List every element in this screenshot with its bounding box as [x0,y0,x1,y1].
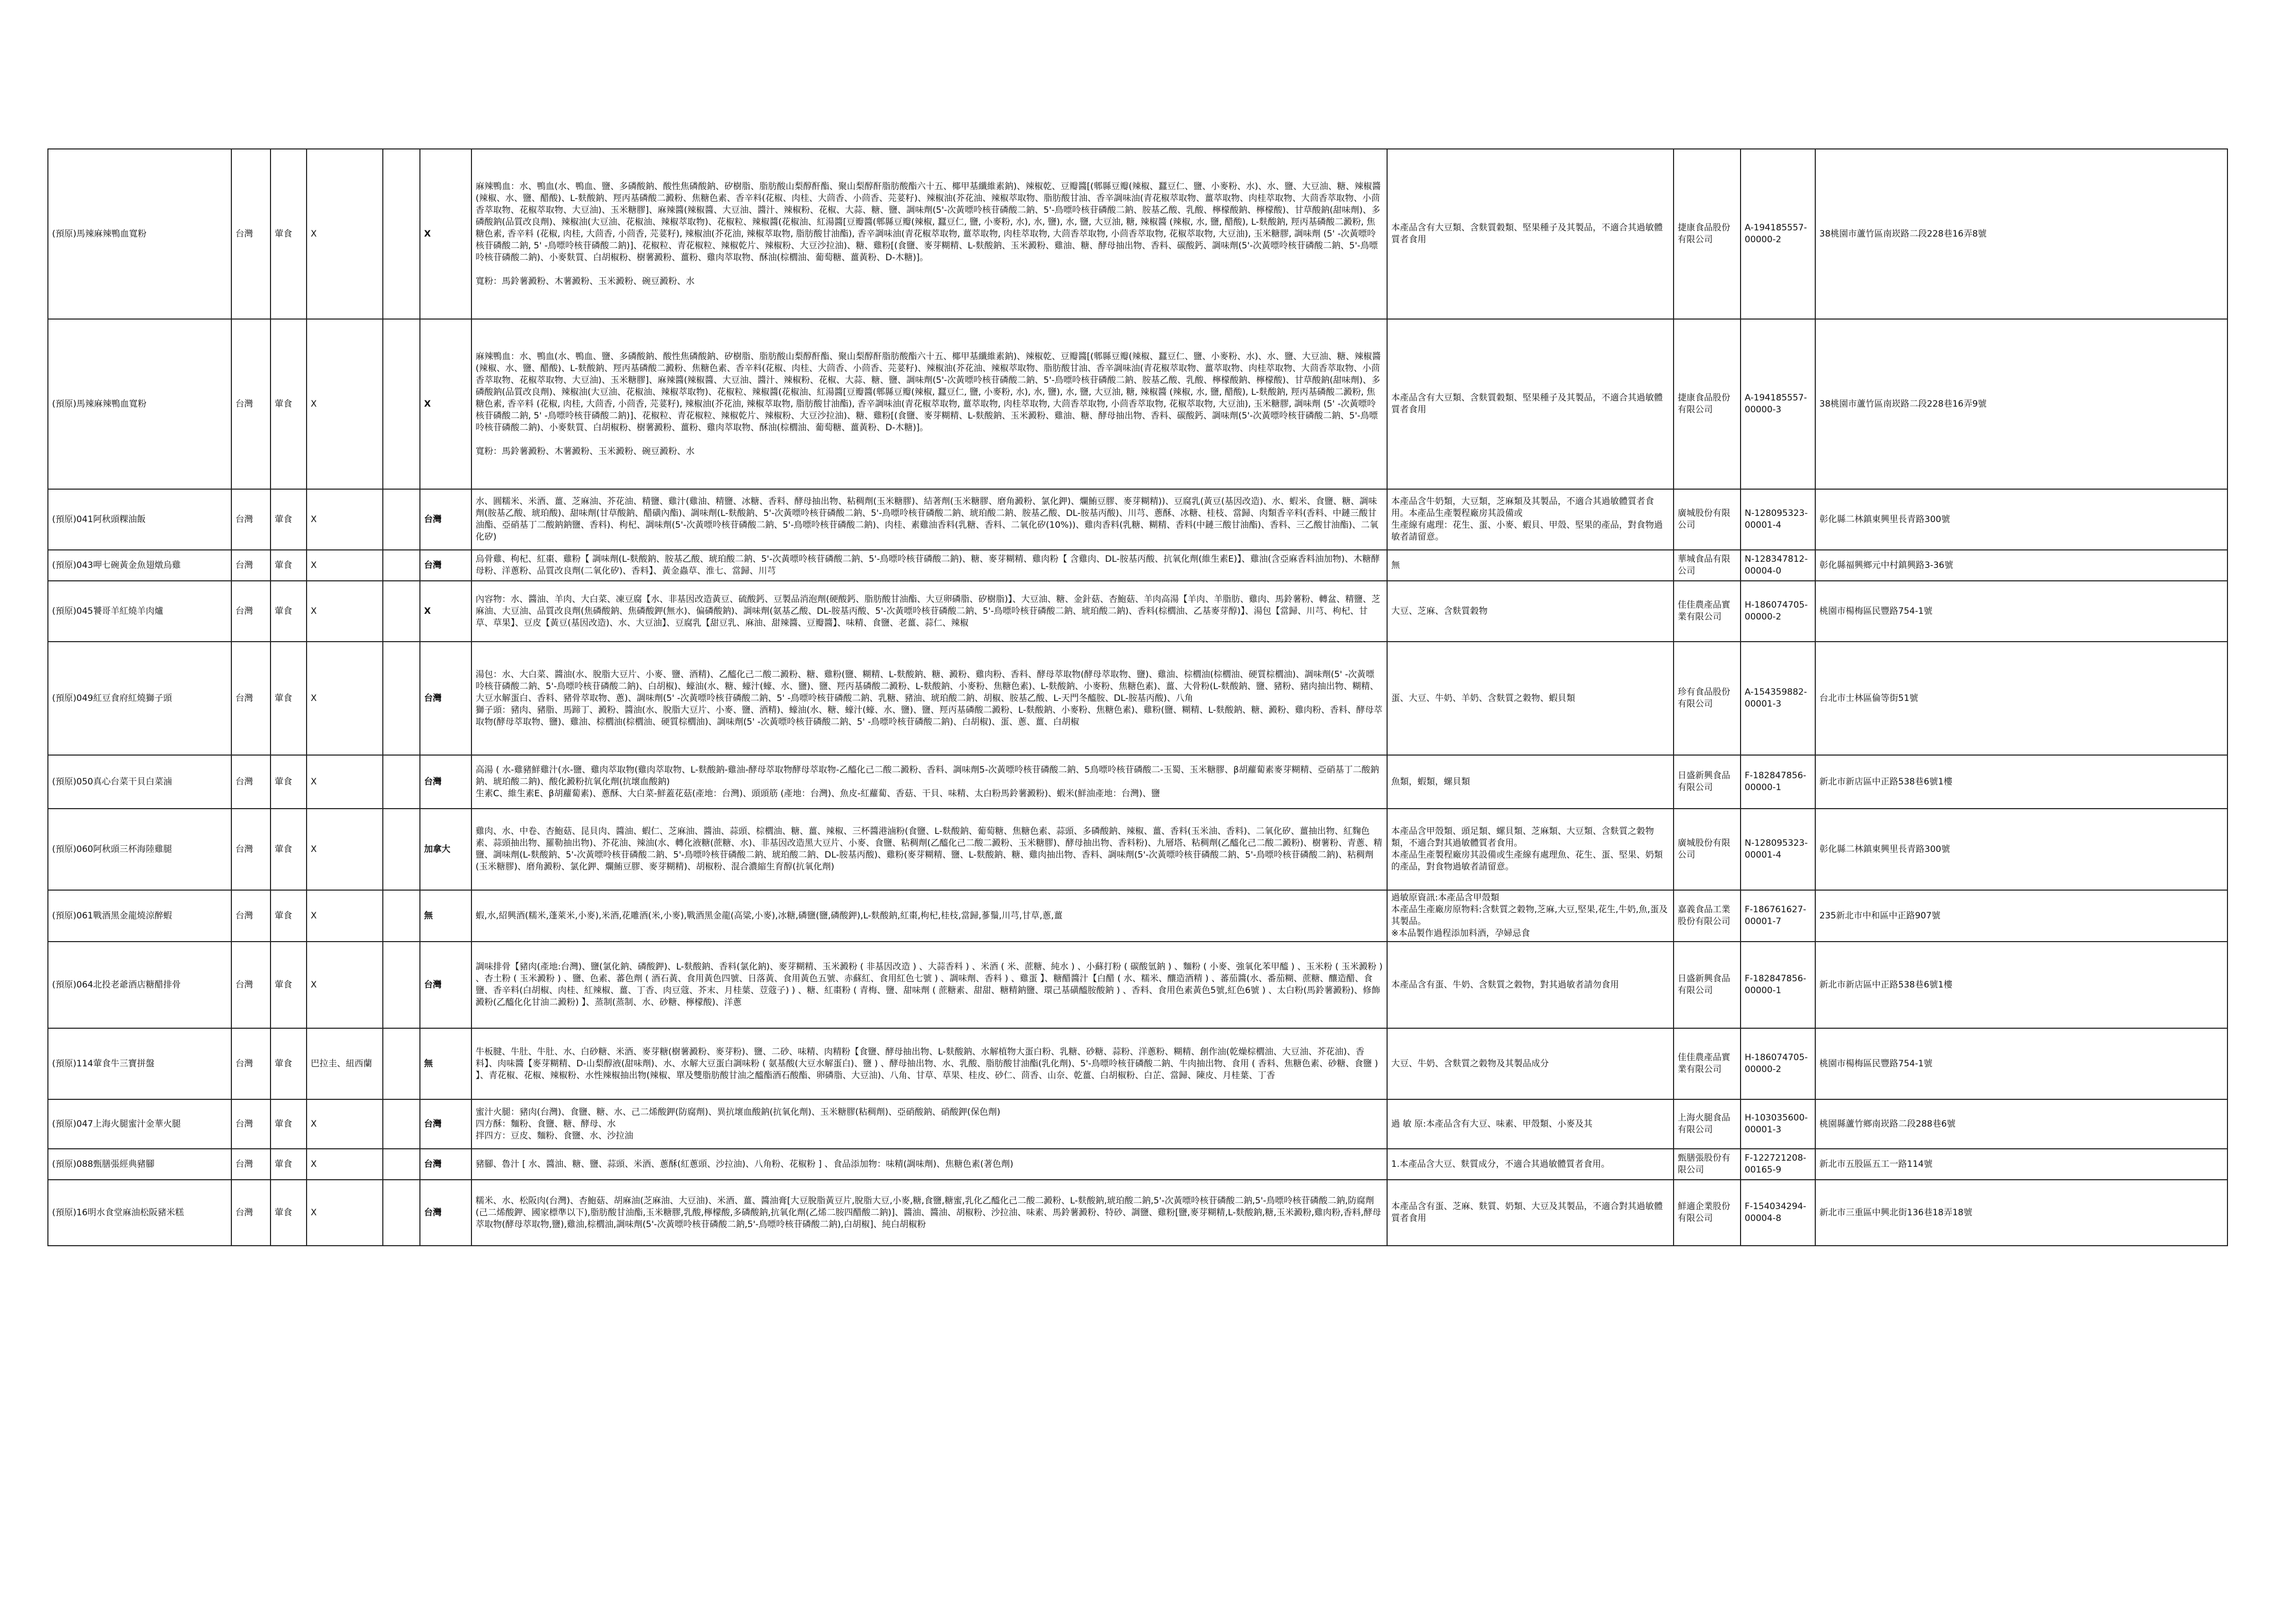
address-cell: 新北市五股區五工一路114號 [1815,1149,2227,1180]
category-cell: 葷食 [271,1099,307,1149]
product-name-cell: (預原)041阿秋頭粿油飯 [48,489,231,550]
mark-cell-2 [383,755,420,809]
product-name-cell: (預原)088甄膳張經典豬腳 [48,1149,231,1180]
allergen-cell: 1.本產品含大豆、麩質成分，不適合其過敏體質者食用。 [1387,1149,1674,1180]
allergen-cell: 本產品含有蛋、芝麻、麩質、奶類、大豆及其製品，不適合對其過敏體質者食用 [1387,1180,1674,1246]
allergen-cell: 無 [1387,550,1674,581]
allergen-cell: 本產品含甲殼類、頭足類、螺貝類、芝麻類、大豆類、含麩質之穀物類，不適合對其過敏體質者食用。 本產品生產製程廠房其設備或生產線有處理魚、花生、蛋、堅果、奶類的產品，對食物過敏者請留意。 [1387,809,1674,890]
company-cell: 廣城股份有限公司 [1674,809,1741,890]
category-cell: 葷食 [271,942,307,1028]
product-table [47,148,2228,1246]
country-cell: 台灣 [231,319,271,489]
table-row [48,319,2227,489]
mark-cell-1: X [307,809,383,890]
table-row [48,755,2227,809]
license-cell: F-154034294-00004-8 [1741,1180,1815,1246]
license-cell: A-194185557-00000-2 [1741,149,1815,319]
address-cell: 38桃園市蘆竹區南崁路二段228巷16弄8號 [1815,149,2227,319]
company-cell: 捷康食品股份有限公司 [1674,319,1741,489]
license-cell: N-128095323-00001-4 [1741,809,1815,890]
license-cell: H-103035600-00001-3 [1741,1099,1815,1149]
allergen-cell: 大豆、芝麻、含麩質穀物 [1387,581,1674,642]
product-name-cell: (預原)16明水食堂麻油松阪豬米糕 [48,1180,231,1246]
table-row [48,581,2227,642]
ingredients-cell: 麻辣鴨血：水、鴨血(水、鴨血、鹽、多磷酸鈉、酸性焦磷酸鈉、矽樹脂、脂肪酸山梨醇酐酯、聚山梨醇酐脂肪酸酯六十五、椰甲基纖維素鈉)、辣椒乾、豆瓣醬[(郫縣豆瓣(辣椒、蠶豆仁、鹽、小麥粉、水)、水、鹽、大豆油、糖、辣椒醬(辣椒、水、鹽、醋酸)、L-麩酸鈉、羥丙基磷酸二澱粉、焦糖色素、香辛料(花椒、肉桂、大茴香、小茴香、芫荽籽)、辣椒油(芥花油、辣椒萃取物、脂肪酸甘油、香辛調味油(青花椒萃取物、薑萃取物、肉桂萃取物、大茴香萃取物、小茴香萃取物、花椒萃取物、大豆油)、玉米糖膠]、麻辣醬(辣椒醬、大豆油、醬汁、辣椒粉、花椒、大蒜、糖、鹽、調味劑(5'-次黃嘌呤核苷磷酸二鈉、5'-鳥嘌呤核苷磷酸二鈉、胺基乙酸、乳酸、檸檬酸鈉、檸檬酸)、甘草酸鈉(甜味劑)、多磷酸鈉(品質改良劑)、辣椒油(大豆油、花椒油、辣椒萃取物)、花椒粒、辣椒醬(花椒油、紅湯醬[豆瓣醬(郫縣豆瓣(辣椒, 蠶豆仁, 鹽, 小麥粉, 水), 水, 鹽), 水, 鹽, 大豆油, 糖, 辣椒醬 (辣椒, 水, 鹽, 醋酸), L-麩酸鈉, 羥丙基磷酸二澱粉, 焦糖色素, 香辛料 (花椒, 肉桂, 大茴香, 小茴香, 芫荽籽), 辣椒油(芥花油, 辣椒萃取物, 脂肪酸甘油酯), 香辛調味油(青花椒萃取物, 薑萃取物, 肉桂萃取物, 大茴香萃取物, 小茴香萃取物, 花椒萃取物, 大豆油), 玉米糖膠, 調味劑 (5' -次黃嘌呤核苷磷酸二鈉, 5' -鳥嘌呤核苷磷酸二鈉)]、花椒粒、青花椒粒、辣椒乾片、辣椒粉、大豆沙拉油)、糖、雞粉[(食鹽、麥芽糊精、L-麩酸鈉、玉米澱粉、雞油、糖、酵母抽出物、香料、碳酸鈣、調味劑(5'-次黃嘌呤核苷磷酸二鈉、5'-鳥嘌呤核苷磷酸二鈉)、小麥麩質、白胡椒粉、樹薯澱粉、薑粉、雞肉萃取物、酥油(棕櫚油、葡萄糖、薑黃粉、D-木糖)]。 寬粉：馬鈴薯澱粉、木薯澱粉、玉米澱粉、碗豆澱粉、水 [471,319,1387,489]
company-cell: 日盛新興食品有限公司 [1674,755,1741,809]
mark-cell-2 [383,942,420,1028]
mark-cell-1: X [307,942,383,1028]
product-name-cell: (預原)064北投老爺酒店糖醋排骨 [48,942,231,1028]
category-cell: 葷食 [271,550,307,581]
table-row [48,149,2227,319]
ingredients-cell: 內容物：水、醬油、羊肉、大白菜、凍豆腐【水、非基因改造黃豆、硫酸鈣、豆製品消泡劑(硬酸鈣、脂肪酸甘油酯、大豆卵磷脂、矽樹脂)】、大豆油、糖、金針菇、杏鮑菇、羊肉高湯【羊肉、羊脂肪、雞肉、馬鈴薯粉、轉盆、精鹽、芝麻油、大豆油、品質改良劑(焦磷酸鈉、焦磷酸鉀(無水)、偏磷酸鈉)、調味劑(氨基乙酸、DL-胺基丙酸、5'-次黃嘌呤核苷磷酸二鈉、5'-鳥嘌呤核苷磷酸二鈉、琥珀酸二鈉)、香料(棕櫚油、乙基麥芽醇)】、湯包【當歸、川芎、枸杞、甘草、草果】、豆皮【黃豆(基因改造)、水、大豆油】、豆腐乳【甜豆乳、麻油、甜辣醬、豆瓣醬】、味精、食鹽、老薑、蒜仁、辣椒 [471,581,1387,642]
product-name-cell: (預原)060阿秋頭三杯海陸雞腿 [48,809,231,890]
category-cell: 葷食 [271,1028,307,1099]
table-row [48,550,2227,581]
company-cell: 佳佳農產品實業有限公司 [1674,581,1741,642]
mark-cell-2 [383,581,420,642]
product-name-cell: (預原)061戰酒黑金龍燒涼醉蝦 [48,890,231,942]
license-cell: A-154359882-00001-3 [1741,642,1815,755]
origin-cell: 無 [420,890,471,942]
mark-cell-2 [383,890,420,942]
mark-cell-1: X [307,890,383,942]
mark-cell-2 [383,550,420,581]
company-cell: 鮮適企業股份有限公司 [1674,1180,1741,1246]
mark-cell-2 [383,1028,420,1099]
country-cell: 台灣 [231,489,271,550]
mark-cell-1: X [307,1180,383,1246]
mark-cell-1: X [307,642,383,755]
license-cell: F-186761627-00001-7 [1741,890,1815,942]
category-cell: 葷食 [271,581,307,642]
ingredients-cell: 麻辣鴨血：水、鴨血(水、鴨血、鹽、多磷酸鈉、酸性焦磷酸鈉、矽樹脂、脂肪酸山梨醇酐酯、聚山梨醇酐脂肪酸酯六十五、椰甲基纖維素鈉)、辣椒乾、豆瓣醬[(郫縣豆瓣(辣椒、蠶豆仁、鹽、小麥粉、水)、水、鹽、大豆油、糖、辣椒醬(辣椒、水、鹽、醋酸)、L-麩酸鈉、羥丙基磷酸二澱粉、焦糖色素、香辛料(花椒、肉桂、大茴香、小茴香、芫荽籽)、辣椒油(芥花油、辣椒萃取物、脂肪酸甘油、香辛調味油(青花椒萃取物、薑萃取物、肉桂萃取物、大茴香萃取物、小茴香萃取物、花椒萃取物、大豆油)、玉米糖膠]、麻辣醬(辣椒醬、大豆油、醬汁、辣椒粉、花椒、大蒜、糖、鹽、調味劑(5'-次黃嘌呤核苷磷酸二鈉、5'-鳥嘌呤核苷磷酸二鈉、胺基乙酸、乳酸、檸檬酸鈉、檸檬酸)、甘草酸鈉(甜味劑)、多磷酸鈉(品質改良劑)、辣椒油(大豆油、花椒油、辣椒萃取物)、花椒粒、辣椒醬(花椒油、紅湯醬[豆瓣醬(郫縣豆瓣(辣椒, 蠶豆仁, 鹽, 小麥粉, 水), 水, 鹽), 水, 鹽, 大豆油, 糖, 辣椒醬 (辣椒, 水, 鹽, 醋酸), L-麩酸鈉, 羥丙基磷酸二澱粉, 焦糖色素, 香辛料 (花椒, 肉桂, 大茴香, 小茴香, 芫荽籽), 辣椒油(芥花油, 辣椒萃取物, 脂肪酸甘油酯), 香辛調味油(青花椒萃取物, 薑萃取物, 肉桂萃取物, 大茴香萃取物, 小茴香萃取物, 花椒萃取物, 大豆油), 玉米糖膠, 調味劑 (5' -次黃嘌呤核苷磷酸二鈉, 5' -鳥嘌呤核苷磷酸二鈉)]、花椒粒、青花椒粒、辣椒乾片、辣椒粉、大豆沙拉油)、糖、雞粉[(食鹽、麥芽糊精、L-麩酸鈉、玉米澱粉、雞油、糖、酵母抽出物、香料、碳酸鈣、調味劑(5'-次黃嘌呤核苷磷酸二鈉、5'-鳥嘌呤核苷磷酸二鈉)、小麥麩質、白胡椒粉、樹薯澱粉、薑粉、雞肉萃取物、酥油(棕櫚油、葡萄糖、薑黃粉、D-木糖)]。 寬粉：馬鈴薯澱粉、木薯澱粉、玉米澱粉、碗豆澱粉、水 [471,149,1387,319]
address-cell: 新北市三重區中興北街136巷18弄18號 [1815,1180,2227,1246]
table-row [48,642,2227,755]
address-cell: 桃園市楊梅區民豐路754-1號 [1815,581,2227,642]
mark-cell-2 [383,149,420,319]
license-cell: N-128347812-00004-0 [1741,550,1815,581]
product-name-cell: (預原)043呷七碗黃金魚翅燉烏雞 [48,550,231,581]
allergen-cell: 魚類，蝦類，螺貝類 [1387,755,1674,809]
allergen-cell: 本產品含有蛋、牛奶、含麩質之穀物，對其過敏者請勿食用 [1387,942,1674,1028]
mark-cell-1: X [307,1149,383,1180]
product-name-cell: (預原)047上海火腿蜜汁金華火腿 [48,1099,231,1149]
mark-cell-1: X [307,755,383,809]
allergen-cell: 蛋、大豆、牛奶、羊奶、含麩質之穀物、蝦貝類 [1387,642,1674,755]
table-row [48,1180,2227,1246]
origin-cell: 台灣 [420,1149,471,1180]
ingredients-cell: 調味排骨【豬肉(產地:台灣)、鹽(氯化鈉、磷酸鉀)、L-麩酸鈉、香料(氯化鈉)、麥芽糊精、玉米澱粉 ( 非基因改造 ) 、大蒜香料 ) 、米酒 ( 米、蔗糖、純水 ) 、小蘇打粉 ( 碳酸氫鈉 ) 、麵粉 ( 小麥、強氧化苯甲醯 ) 、玉米粉 ( 玉米澱粉 ) 、杏土粉 ( 玉米澱粉 ) 、鹽、色素、蕃色劑 ( 酒石黃、食用黃色四號、日落黃、食用黃色五號、赤蘇紅、食用紅色七號 ) 、調味劑、香料 ) 、雞蛋 】、糖醋醬汁【白醋 ( 水、糯米、釀造酒精 ) 、蕃茄醬(水、番茄糊、蔗糖、釀造醋、食鹽、香辛料(白胡椒、肉桂、紅辣椒、薑、丁香、肉豆蔻、芥末、月桂葉、荳蔻子) ) 、糖、紅棗粉 ( 青梅、鹽、甜味劑 ( 蔗糖素、甜甜、糖精鈉鹽、環己基磺醯胺酸鈉 ) 、香料、食用色素黃色5號,紅色6號 ) 、太白粉(馬鈴薯澱粉)、修飾澱粉(乙醯化化甘油二澱粉) 】、蒸制(蒸制、水、砂糖、檸檬酸)、洋蔥 [471,942,1387,1028]
origin-cell: 台灣 [420,550,471,581]
table-body [48,149,2227,1246]
category-cell: 葷食 [271,755,307,809]
ingredients-cell: 湯包：水、大白菜、醬油(水、脫脂大豆片、小麥、鹽、酒精)、乙醯化己二酸二澱粉、糖、雞粉(鹽、糊精、L-麩酸鈉、糖、澱粉、雞肉粉、香料、酵母萃取物(酵母萃取物、鹽)、雞油、棕櫚油(棕櫚油、硬質棕櫚油)、調味劑(5' -次黃嘌呤核苷磷酸二鈉、5'-鳥嘌呤核苷磷酸二鈉)、白胡椒)、蠔油(水、糖、蠔汁(蠔、水、鹽)、鹽、羥丙基磷酸二澱粉、L-麩酸鈉、小麥粉、焦糖色素)、L-麩酸鈉、小麥粉、焦糖色素)、薑、大骨粉(L-麩酸鈉、鹽、豬粉、豬肉抽出物、糊精、大豆水解蛋白、香料、豬骨萃取物、蔥)、調味劑(5' -次黃嘌呤核苷磷酸二鈉、5' -鳥嘌呤核苷磷酸二鈉、乳糖、豬油、琥珀酸二鈉、胡椒、胺基乙酸、L-天門冬醯胺、DL-胺基丙酸)、八角 獅子頭：豬肉、豬脂、馬蹄丁、澱粉、醬油(水、脫脂大豆片、小麥、鹽、酒精)、蠔油(水、糖、蠔汁(蠔、水、鹽)、鹽、羥丙基磷酸二澱粉、L-麩酸鈉、小麥粉、焦糖色素)、雞粉(鹽、糊精、L-麩酸鈉、糖、澱粉、雞肉粉、香料、酵母萃取物(酵母萃取物、鹽)、雞油、棕櫚油(棕櫚油、硬質棕櫚油)、調味劑(5' -次黃嘌呤核苷磷酸二鈉、5' -鳥嘌呤核苷磷酸二鈉)、白胡椒)、蛋、蔥、薑、白胡椒 [471,642,1387,755]
ingredients-cell: 雞肉、水、中卷、杏鮑菇、昆貝肉、醬油、蝦仁、芝麻油、醬油、蒜頭、棕櫚油、糖、薑、辣椒、三杯醬港滷粉(食鹽、L-麩酸鈉、葡萄糖、焦糖色素、蒜頭、多磷酸鈉、辣椒、薑、香料(玉米油、香料)、二氧化矽、薑抽出物、紅麴色素、蒜頭抽出物、羅勒抽出物)、芥花油、辣油(水、轉化液糖(蔗糖、水)、非基因改造黑大豆片、小麥、食鹽、粘稠劑(乙醯化己二酸二澱粉、玉米糖膠)、酵母抽出物、香料粉)、九層塔、粘稠劑(乙醯化己二酸二澱粉)、樹薯粉、青蔥、精鹽、調味劑(L-麩酸鈉、5'-次黃嘌呤核苷磷酸二鈉、5'-鳥嘌呤核苷磷酸二鈉、琥珀酸二鈉、DL-胺基丙酸)、雞粉(麥芽糊精、鹽、L-麩酸鈉、糖、雞肉抽出物、香料、調味劑(5'-次黃嘌呤核苷磷酸二鈉、5'-鳥嘌呤核苷磷酸二鈉)、粘稠劑(玉米糖膠)、磨角澱粉、氯化鉀、爛鮪豆膠、麥芽糊精)、胡椒粉、混合濃縮生育醇(抗氧化劑) [471,809,1387,890]
company-cell: 廣城股份有限公司 [1674,489,1741,550]
origin-cell: 加拿大 [420,809,471,890]
mark-cell-2 [383,1099,420,1149]
ingredients-cell: 豬腳、魯汁 [ 水、醬油、糖、鹽、蒜頭、米酒、蔥酥(紅蔥頭、沙拉油)、八角粉、花椒粉 ] 、食品添加物：味精(調味劑)、焦糖色素(著色劑) [471,1149,1387,1180]
origin-cell: 台灣 [420,755,471,809]
category-cell: 葷食 [271,809,307,890]
allergen-cell: 過 敏 原:本產品含有大豆、味素、甲殼類、小麥及其 [1387,1099,1674,1149]
table-row [48,1149,2227,1180]
ingredients-cell: 糯米、水、松阪肉(台灣)、杏鮑菇、胡麻油(芝麻油、大豆油)、米酒、薑、醬油膏[大豆脫脂黃豆片,脫脂大豆,小麥,糖,食鹽,糖蜜,乳化乙醯化己二酸二澱粉、L-麩酸鈉,琥珀酸二鈉,5'-次黃嘌呤核苷磷酸二鈉,5'-鳥嘌呤核苷磷酸二鈉,防腐劑(己二烯酸鉀、國家標準以下),脂肪酸甘油酯,玉米糖膠,乳酸,檸檬酸,多磷酸鈉,抗氧化劑(乙烯二胺四醋酸二鈉)]、醬油、醬油、胡椒粉、沙拉油、味素、馬鈴薯澱粉、特砂、調鹽、雞粉[鹽,麥芽糊精,L-麩酸鈉,糖,玉米澱粉,雞肉粉,香料,酵母萃取物(酵母萃取物,鹽),雞油,棕櫚油,調味劑(5'-次黃嘌呤核苷磷酸二鈉,5'-鳥嘌呤核苷磷酸二鈉),白胡椒]、純白胡椒粉 [471,1180,1387,1246]
mark-cell-2 [383,489,420,550]
license-cell: N-128095323-00001-4 [1741,489,1815,550]
origin-cell: 台灣 [420,1099,471,1149]
address-cell: 台北市士林區倫等街51號 [1815,642,2227,755]
category-cell: 葷食 [271,489,307,550]
ingredients-cell: 蝦,水,紹興酒(糯米,蓬萊米,小麥),米酒,花雕酒(米,小麥),戰酒黑金龍(高粱,小麥),冰糖,磷鹽(鹽,磷酸鉀),L-麩酸鈉,紅棗,枸杞,桂枝,當歸,蔘鬚,川芎,甘草,蔥,薑 [471,890,1387,942]
address-cell: 桃園縣蘆竹鄉南崁路二段288巷6號 [1815,1099,2227,1149]
table-row [48,942,2227,1028]
address-cell: 新北市新店區中正路538巷6號1樓 [1815,755,2227,809]
address-cell: 彰化縣二林鎮東興里長青路300號 [1815,809,2227,890]
company-cell: 上海火腿食品有限公司 [1674,1099,1741,1149]
company-cell: 捷康食品股份有限公司 [1674,149,1741,319]
product-name-cell: (預原)馬辣麻辣鴨血寬粉 [48,319,231,489]
category-cell: 葷食 [271,1149,307,1180]
country-cell: 台灣 [231,581,271,642]
origin-cell: 無 [420,1028,471,1099]
license-cell: H-186074705-00000-2 [1741,1028,1815,1099]
table-row [48,489,2227,550]
country-cell: 台灣 [231,890,271,942]
address-cell: 桃園市楊梅區民豐路754-1號 [1815,1028,2227,1099]
origin-cell: X [420,319,471,489]
country-cell: 台灣 [231,755,271,809]
table-row [48,1099,2227,1149]
allergen-cell: 本產品含有大豆類、含麩質穀類、堅果種子及其製品，不適合其過敏體質者食用 [1387,149,1674,319]
allergen-cell: 本產品含有大豆類、含麩質穀類、堅果種子及其製品，不適合其過敏體質者食用 [1387,319,1674,489]
company-cell: 甄膳張股份有限公司 [1674,1149,1741,1180]
mark-cell-1: X [307,581,383,642]
country-cell: 台灣 [231,1028,271,1099]
table-row [48,809,2227,890]
company-cell: 珍有食品股份有限公司 [1674,642,1741,755]
mark-cell-1: 巴拉圭、紐西蘭 [307,1028,383,1099]
mark-cell-1: X [307,319,383,489]
category-cell: 葷食 [271,1180,307,1246]
mark-cell-2 [383,809,420,890]
company-cell: 嘉義食品工業股份有限公司 [1674,890,1741,942]
product-name-cell: (預原)045饕哥羊紅燒羊肉爐 [48,581,231,642]
allergen-cell: 本產品含牛奶類，大豆類，芝麻類及其製品，不適合其過敏體質者食用。本產品生產製程廠房其設備或 生產線有處理：花生、蛋、小麥、蝦貝、甲殼、堅果的產品，對食物過敏者請留意。 [1387,489,1674,550]
license-cell: F-182847856-00000-1 [1741,755,1815,809]
origin-cell: X [420,149,471,319]
ingredients-cell: 牛板腱、牛肚、牛肚、水、白砂糖、米酒、麥芽糖(樹薯澱粉、麥芽粉)、鹽、二砂、味精、肉精粉【食鹽、酵母抽出物、L-麩酸鈉、水解植物大蛋白粉、乳糖、砂糖、蒜粉、洋蔥粉、糊精、創作油(乾燥棕櫚油、大豆油、芥花油)、香料】、肉味醬【麥芽糊精、D-山梨醇液(甜味劑)、水、水解大豆蛋白調味粉 ( 氨基酸(大豆水解蛋白)、鹽 ) 、酵母抽出物、水、乳酸、脂肪酸甘油酯(乳化劑)、5'-鳥嘌呤核苷磷酸二鈉、牛肉抽出物、食用 ( 香料、焦糖色素、砂糖、食鹽 ) 】、青花椒、花椒、辣椒粉、水性辣椒抽出物(辣椒、單及雙脂肪酸甘油之醯酯酒石酸酯、卵磷脂、大豆油)、八角、甘草、草果、桂皮、砂仁、茴香、山奈、乾薑、白胡椒粉、白芷、當歸、陳皮、月桂葉、丁香 [471,1028,1387,1099]
address-cell: 235新北市中和區中正路907號 [1815,890,2227,942]
origin-cell: X [420,581,471,642]
country-cell: 台灣 [231,550,271,581]
address-cell: 新北市新店區中正路538巷6號1樓 [1815,942,2227,1028]
category-cell: 葷食 [271,642,307,755]
mark-cell-1: X [307,1099,383,1149]
company-cell: 日盛新興食品有限公司 [1674,942,1741,1028]
mark-cell-1: X [307,550,383,581]
origin-cell: 台灣 [420,1180,471,1246]
country-cell: 台灣 [231,1149,271,1180]
country-cell: 台灣 [231,1180,271,1246]
country-cell: 台灣 [231,149,271,319]
table-row [48,890,2227,942]
mark-cell-1: X [307,149,383,319]
ingredients-cell: 蜜汁火腿：豬肉(台灣)、食鹽、糖、水、己二烯酸鉀(防腐劑)、異抗壞血酸鈉(抗氧化劑)、玉米糖膠(粘稠劑)、亞硝酸鈉、硝酸鉀(保色劑) 四方酥：麵粉、食鹽、糖、酵母、水 拌四方：豆皮、麵粉、食鹽、水、沙拉油 [471,1099,1387,1149]
allergen-cell: 大豆、牛奶、含麩質之穀物及其製品成分 [1387,1028,1674,1099]
mark-cell-1: X [307,489,383,550]
mark-cell-2 [383,1149,420,1180]
license-cell: H-186074705-00000-2 [1741,581,1815,642]
license-cell: F-122721208-00165-9 [1741,1149,1815,1180]
origin-cell: 台灣 [420,489,471,550]
license-cell: A-194185557-00000-3 [1741,319,1815,489]
mark-cell-2 [383,319,420,489]
ingredients-cell: 水、圓糯米、米酒、薑、芝麻油、芥花油、精鹽、雞汁(雞油、精鹽、冰糖、香料、酵母抽出物、粘稠劑(玉米糖膠)、結著劑(玉米糖膠、磨角澱粉、氯化鉀)、爛鮪豆膠、麥芽糊精))、豆腐乳(黃豆(基因改造)、水、蝦米、食鹽、糖、調味劑(胺基乙酸、琥珀酸)、甜味劑(甘草酸鈉、醋磺內酯)、調味劑(L-麩酸鈉、5'-次黃嘌呤核苷磷酸二鈉、5'-鳥嘌呤核苷磷酸二鈉、琥珀酸二鈉、胺基乙酸、DL-胺基丙酸)、川芎、蔥酥、冰糖、桂枝、當歸、肉類香辛料(香料、中鏈三酸甘油酯、亞硝基丁二酸鈉鈉鹽、香料)、枸杞、調味劑(5'-次黃嘌呤核苷磷酸二鈉、5'-鳥嘌呤核苷磷酸二鈉)、肉桂、素雞油香料(乳糖、香料、二氧化矽(10%))、雞肉香料(乳糖、糊精、香料(中鏈三酸甘油酯)、香料、三乙酸甘油酯)、二氧化矽) [471,489,1387,550]
category-cell: 葷食 [271,149,307,319]
country-cell: 台灣 [231,809,271,890]
country-cell: 台灣 [231,1099,271,1149]
ingredients-cell: 高湯 ( 水-雞豬鮮雞汁(水-鹽、雞肉萃取物(雞肉萃取物、L-麩酸鈉-雞油-酵母萃取物酵母萃取物-乙醯化己二酸二澱粉、香料、調味劑5-次黃嘌呤核苷磷酸二鈉、5鳥嘌呤核苷磷酸二-玉蜀、玉米糖膠、β胡蘿蔔素麥芽糊精、亞硝基丁二酸鈉鈉、琥珀酸二鈉)、酸化澱粉抗氧化劑(抗壞血酸鈉) 生素C、維生素E、β胡蘿蔔素)、蔥酥、大白菜-鮮蓋花菇(產地：台灣)、頭頭筋 (產地：台灣)、魚皮-紅蘿蔔、香菇、干貝、味精、太白粉馬鈴薯澱粉)、蝦米(鮮油產地：台灣)、鹽 [471,755,1387,809]
ingredients-cell: 烏骨雞、枸杞、紅棗、雞粉【 調味劑(L-麩酸鈉、胺基乙酸、琥珀酸二鈉、5'-次黃嘌呤核苷磷酸二鈉、5'-鳥嘌呤核苷磷酸二鈉)、糖、麥芽糊精、雞肉粉【 含雞肉、DL-胺基丙酸、抗氧化劑(維生素E)】、雞油(含亞麻香料油加物)、木糖酵母粉、洋蔥粉、品質改良劑(二氧化矽)、香料】、黃金蟲草、淮七、當歸、川芎 [471,550,1387,581]
category-cell: 葷食 [271,890,307,942]
spreadsheet [47,148,2227,1246]
product-name-cell: (預原)114葷食牛三寶拼盤 [48,1028,231,1099]
origin-cell: 台灣 [420,942,471,1028]
address-cell: 38桃園市蘆竹區南崁路二段228巷16弄9號 [1815,319,2227,489]
category-cell: 葷食 [271,319,307,489]
address-cell: 彰化縣福興鄉元中村鎮興路3-36號 [1815,550,2227,581]
country-cell: 台灣 [231,642,271,755]
company-cell: 佳佳農產品實業有限公司 [1674,1028,1741,1099]
mark-cell-2 [383,1180,420,1246]
company-cell: 華城食品有限公司 [1674,550,1741,581]
allergen-cell: 過敏原資訊:本產品含甲殼類 本產品生產廠房原物料:含麩質之穀物,芝麻,大豆,堅果,花生,牛奶,魚,蛋及其製品。 ※本品製作過程添加料酒，孕婦忌食 [1387,890,1674,942]
table-row [48,1028,2227,1099]
product-name-cell: (預原)050真心台菜干貝白菜滷 [48,755,231,809]
mark-cell-2 [383,642,420,755]
address-cell: 彰化縣二林鎮東興里長青路300號 [1815,489,2227,550]
origin-cell: 台灣 [420,642,471,755]
product-name-cell: (預原)馬辣麻辣鴨血寬粉 [48,149,231,319]
license-cell: F-182847856-00000-1 [1741,942,1815,1028]
country-cell: 台灣 [231,942,271,1028]
product-name-cell: (預原)049紅豆食府紅燒獅子頭 [48,642,231,755]
